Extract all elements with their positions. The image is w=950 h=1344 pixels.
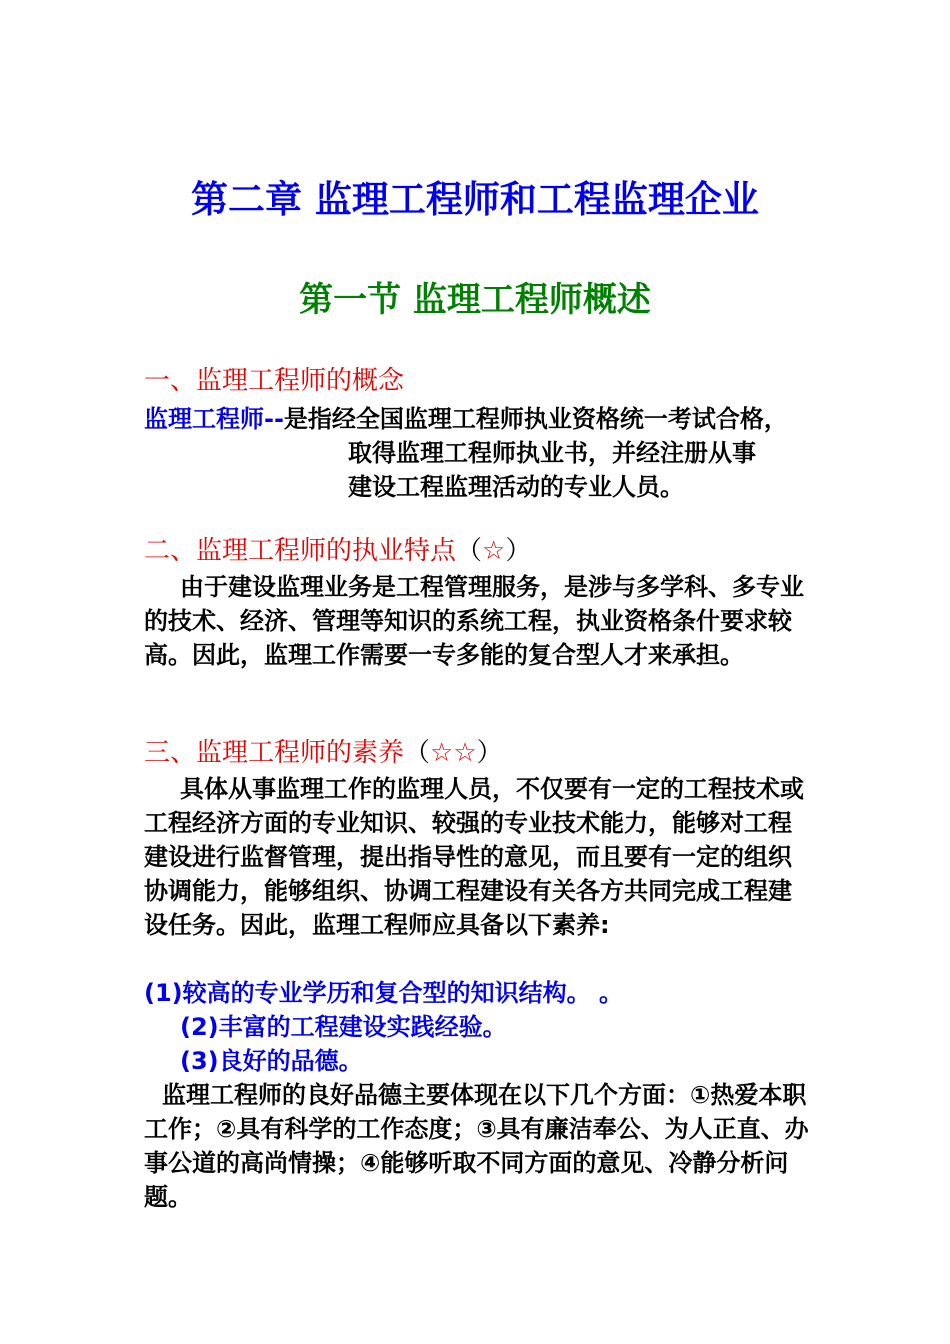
heading-practice-features — [144, 534, 531, 568]
heading-concept — [144, 364, 404, 398]
star-icon: ☆☆ — [430, 738, 477, 768]
section-title: 第一节 监理工程师概述 — [299, 280, 651, 320]
rating-close-paren: ） — [505, 536, 532, 566]
list-item: (3)良好的品德。 — [180, 1047, 363, 1075]
qualities-paragraph: 具体从事监理工作的监理人员，不仅要有一定的工程技术或工程经济方面的专业知识、较强的专业技术能力，能够对工程建设进行监督管理，提出指导性的意见，而且要有一定的组织协调能力，能够组织、协调工程建设有关各方共同完成工程建设任务。因此，监理工程师应具备以下素养: — [144, 775, 804, 939]
rating-close-paren: ） — [476, 738, 503, 768]
heading-practice-features-text: 二、监理工程师的执业特点 — [144, 536, 457, 566]
definition-line-1: 是指经全国监理工程师执业资格统一考试合格， — [283, 405, 788, 433]
practice-features-paragraph: 由于建设监理业务是工程管理服务，是涉与多学科、多专业的技术、经济、管理等知识的系统工程，执业资格条什要求较高。因此，监理工作需要一专多能的复合型人才来承担。 — [144, 573, 804, 669]
definition-block — [144, 402, 834, 504]
star-icon: ☆ — [482, 536, 506, 566]
qualities-closing-paragraph: 监理工程师的良好品德主要体现在以下几个方面：①热爱本职工作；②具有科学的工作态度；③具有廉洁奉公、为人正直、办事公道的高尚情操；④能够听取不同方面的意见、冷静分析问题。 — [144, 1081, 809, 1211]
definition-line-2: 取得监理工程师执业书，并经注册从事 — [348, 439, 756, 467]
heading-qualities — [144, 736, 503, 770]
heading-qualities-text: 三、监理工程师的素养 — [144, 738, 405, 768]
chapter-title: 第二章 监理工程师和工程监理企业 — [191, 178, 759, 221]
list-item: (2)丰富的工程建设实践经验。 — [180, 1013, 507, 1041]
definition-line-3: 建设工程监理活动的专业人员。 — [348, 473, 684, 501]
list-item: (1)较高的专业学历和复合型的知识结构。 。 — [144, 979, 623, 1007]
rating-open-paren: （ — [404, 738, 431, 768]
definition-term: 监理工程师-- — [144, 405, 284, 433]
heading-concept-text: 一、监理工程师的概念 — [144, 366, 405, 396]
rating-open-paren: （ — [456, 536, 483, 566]
definition-first-line — [144, 402, 834, 436]
